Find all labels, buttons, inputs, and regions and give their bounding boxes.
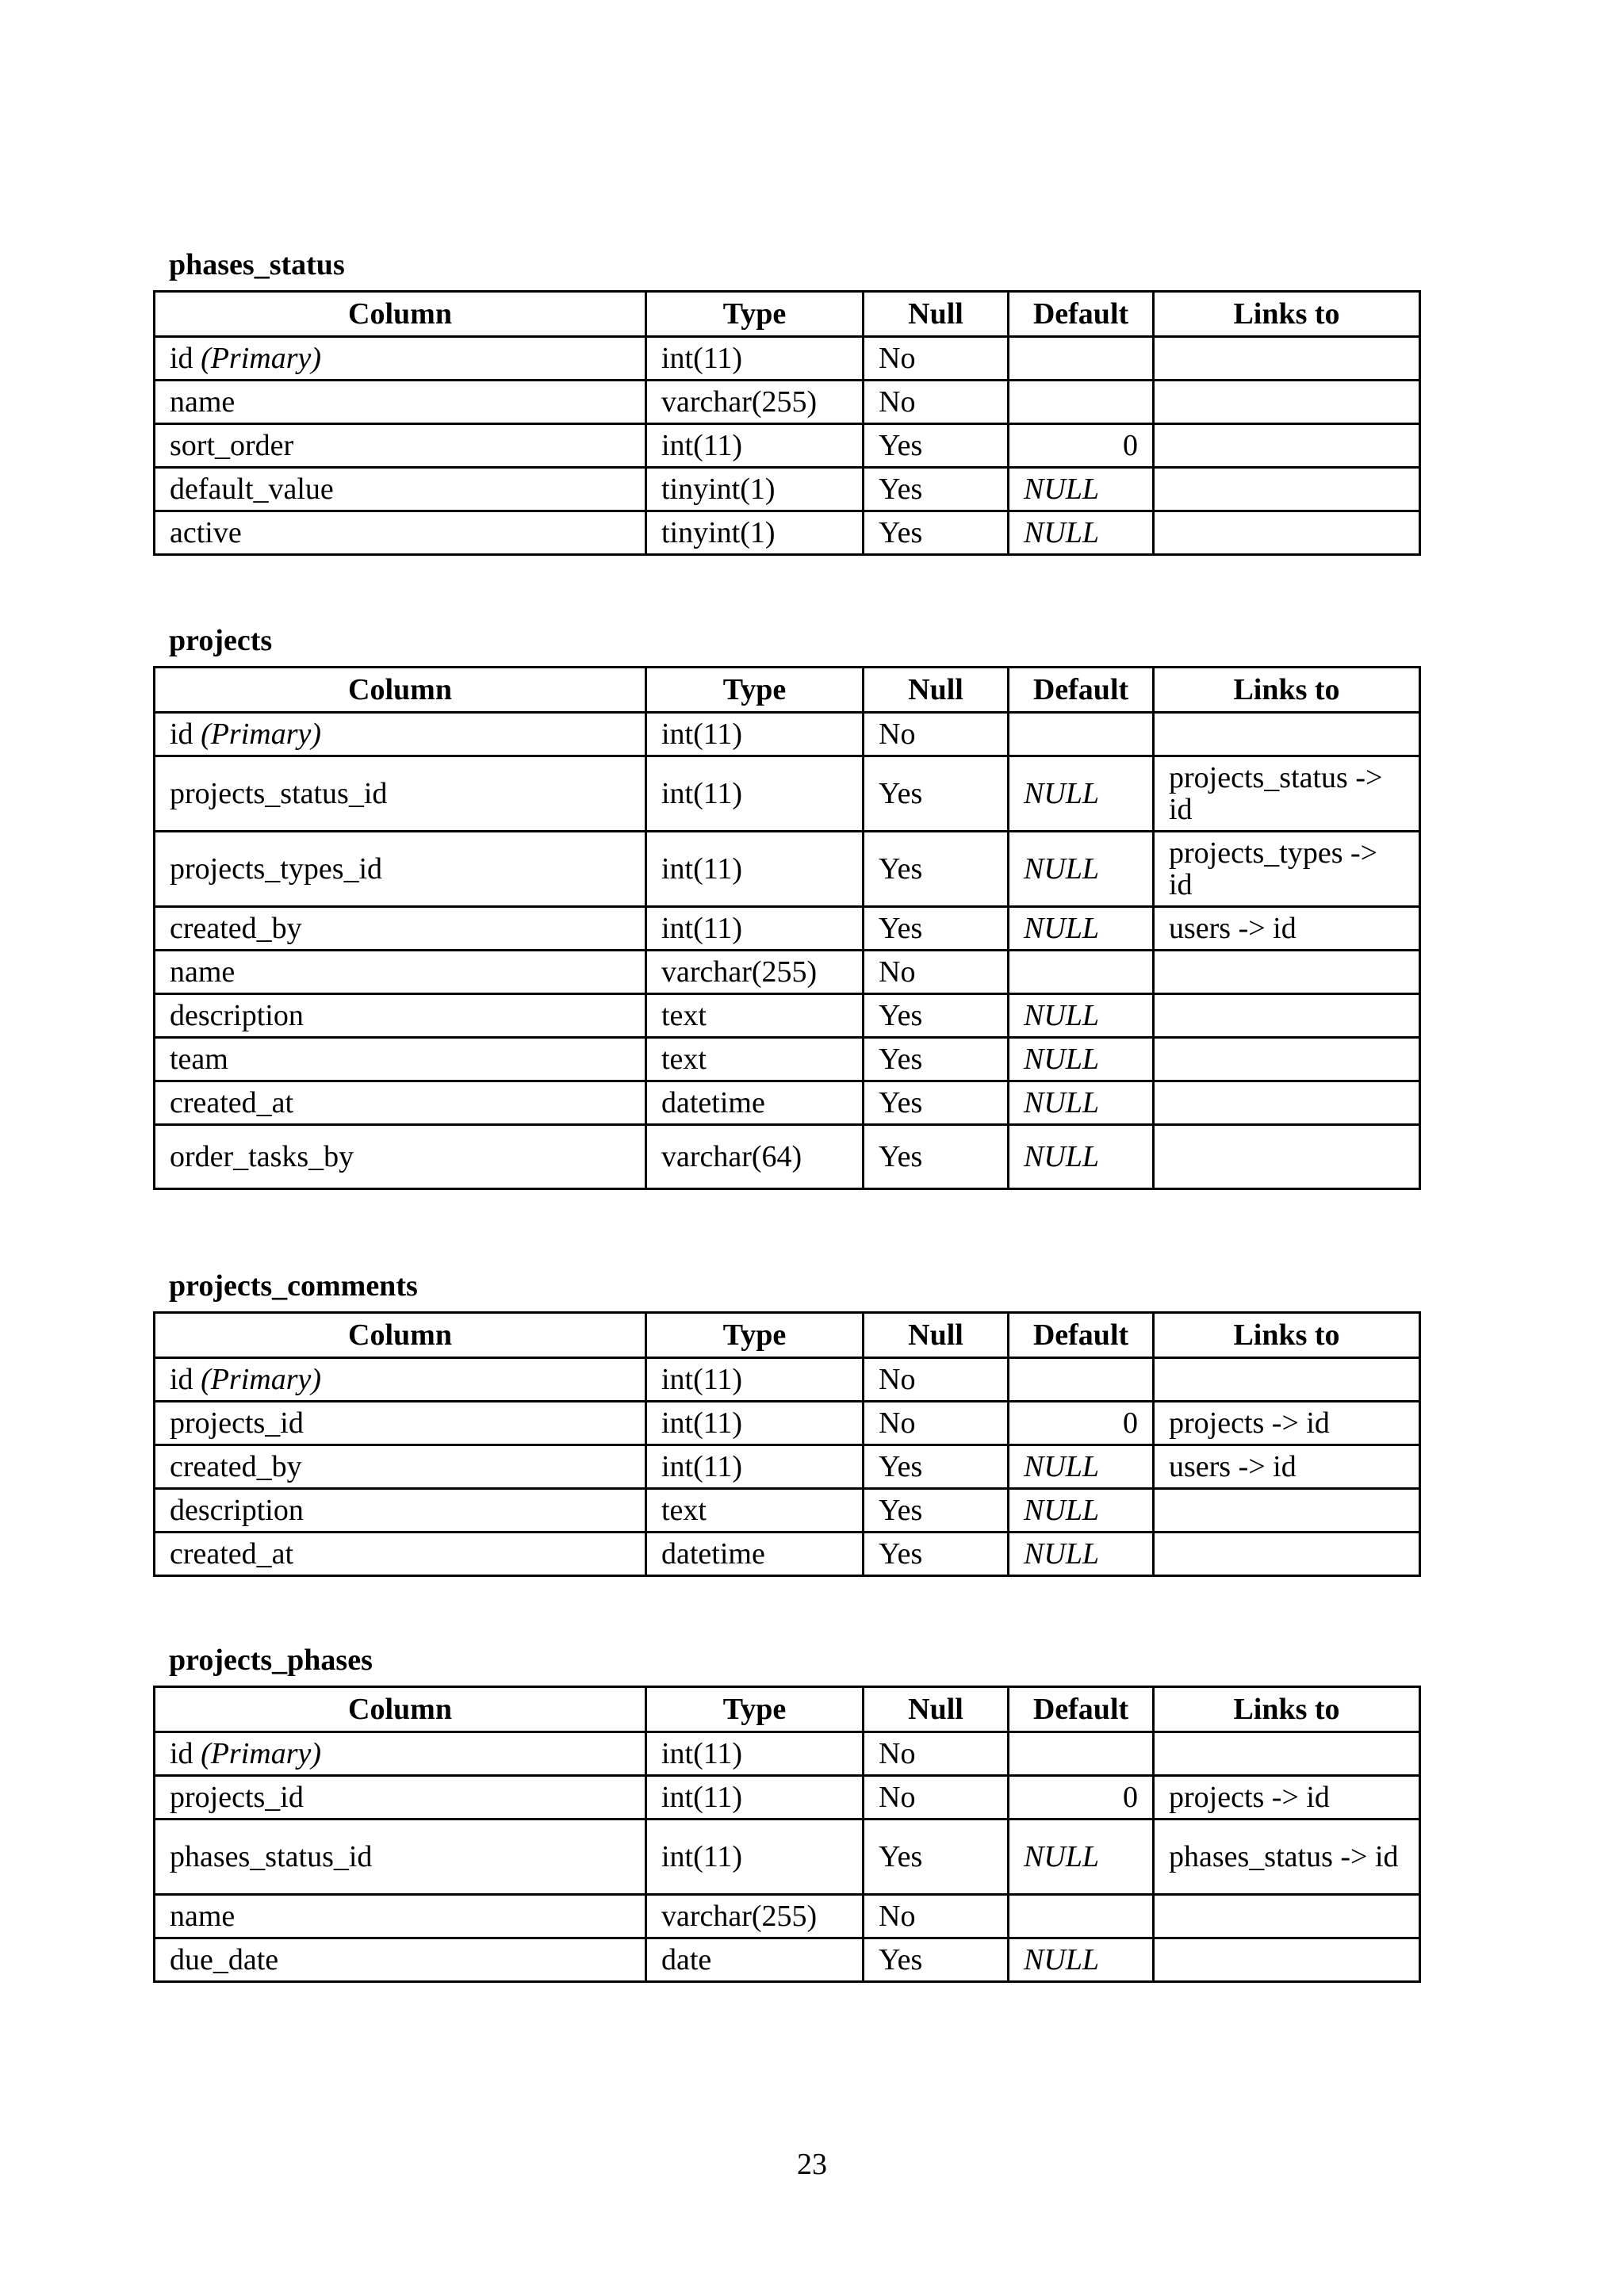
table-title: projects_phases <box>169 1644 373 1677</box>
cell-null: No <box>864 381 1009 424</box>
table-row <box>155 1358 1420 1402</box>
cell-type: text <box>646 994 864 1038</box>
table-section-phases-status <box>153 247 1419 556</box>
cell-default: NULL <box>1009 994 1154 1038</box>
cell-default: NULL <box>1009 1038 1154 1081</box>
cell-type: int(11) <box>646 907 864 951</box>
table-row <box>155 424 1420 468</box>
primary-marker: (Primary) <box>201 718 322 751</box>
table-title: projects_comments <box>169 1269 418 1303</box>
cell-default <box>1009 381 1154 424</box>
cell-column: due_date <box>155 1938 646 1982</box>
cell-default <box>1009 951 1154 994</box>
schema-table <box>153 1311 1421 1577</box>
cell-type: int(11) <box>646 1776 864 1820</box>
cell-default: NULL <box>1009 511 1154 555</box>
table-title: phases_status <box>169 248 345 281</box>
cell-null: No <box>864 1732 1009 1776</box>
header-column: Column <box>155 1313 646 1358</box>
cell-null: Yes <box>864 1820 1009 1895</box>
cell-null: No <box>864 1776 1009 1820</box>
cell-type: int(11) <box>646 424 864 468</box>
cell-links <box>1154 1358 1420 1402</box>
table-row <box>155 1038 1420 1081</box>
header-null: Null <box>864 1313 1009 1358</box>
cell-null: Yes <box>864 756 1009 832</box>
cell-default <box>1009 1732 1154 1776</box>
cell-links: projects_types -> id <box>1154 832 1420 907</box>
header-column: Column <box>155 292 646 337</box>
cell-column: phases_status_id <box>155 1820 646 1895</box>
cell-links <box>1154 1081 1420 1125</box>
cell-links: projects -> id <box>1154 1776 1420 1820</box>
schema-table <box>153 1686 1421 1983</box>
header-null: Null <box>864 1687 1009 1732</box>
table-row <box>155 1895 1420 1938</box>
cell-links <box>1154 1489 1420 1533</box>
cell-links <box>1154 951 1420 994</box>
cell-null: Yes <box>864 994 1009 1038</box>
cell-null: No <box>864 1358 1009 1402</box>
cell-column: id (Primary) <box>155 1732 646 1776</box>
header-default: Default <box>1009 1313 1154 1358</box>
table-row <box>155 1402 1420 1445</box>
table-title: projects <box>169 624 273 657</box>
primary-marker: (Primary) <box>201 342 322 375</box>
cell-default: NULL <box>1009 1820 1154 1895</box>
cell-links <box>1154 468 1420 511</box>
cell-default <box>1009 337 1154 381</box>
cell-type: text <box>646 1038 864 1081</box>
cell-default: 0 <box>1009 424 1154 468</box>
table-row <box>155 381 1420 424</box>
cell-column: name <box>155 1895 646 1938</box>
cell-links <box>1154 1732 1420 1776</box>
header-links: Links to <box>1154 668 1420 713</box>
header-default: Default <box>1009 668 1154 713</box>
header-default: Default <box>1009 1687 1154 1732</box>
table-row <box>155 713 1420 756</box>
cell-links <box>1154 1125 1420 1189</box>
cell-links: projects_status -> id <box>1154 756 1420 832</box>
cell-links: users -> id <box>1154 907 1420 951</box>
primary-marker: (Primary) <box>201 1363 322 1396</box>
cell-default: 0 <box>1009 1402 1154 1445</box>
cell-type: varchar(255) <box>646 1895 864 1938</box>
table-row <box>155 994 1420 1038</box>
cell-column: id (Primary) <box>155 713 646 756</box>
cell-default: NULL <box>1009 907 1154 951</box>
cell-null: Yes <box>864 1445 1009 1489</box>
cell-links <box>1154 994 1420 1038</box>
header-default: Default <box>1009 292 1154 337</box>
cell-links <box>1154 1038 1420 1081</box>
header-links: Links to <box>1154 292 1420 337</box>
cell-column: created_by <box>155 907 646 951</box>
cell-column: created_at <box>155 1533 646 1576</box>
cell-null: No <box>864 713 1009 756</box>
header-links: Links to <box>1154 1687 1420 1732</box>
cell-null: Yes <box>864 424 1009 468</box>
header-row <box>155 292 1420 337</box>
cell-type: int(11) <box>646 337 864 381</box>
cell-null: Yes <box>864 511 1009 555</box>
table-row <box>155 1732 1420 1776</box>
cell-default: NULL <box>1009 1489 1154 1533</box>
table-row <box>155 1445 1420 1489</box>
cell-null: Yes <box>864 1489 1009 1533</box>
cell-links <box>1154 1938 1420 1982</box>
cell-null: Yes <box>864 907 1009 951</box>
header-row <box>155 668 1420 713</box>
cell-type: text <box>646 1489 864 1533</box>
cell-default <box>1009 1358 1154 1402</box>
table-row <box>155 1820 1420 1895</box>
header-row <box>155 1313 1420 1358</box>
table-row <box>155 1489 1420 1533</box>
cell-column: sort_order <box>155 424 646 468</box>
header-column: Column <box>155 668 646 713</box>
cell-type: int(11) <box>646 1732 864 1776</box>
header-type: Type <box>646 1687 864 1732</box>
header-column: Column <box>155 1687 646 1732</box>
cell-default <box>1009 713 1154 756</box>
table-row <box>155 832 1420 907</box>
table-section-projects-comments <box>153 1269 1419 1577</box>
cell-column: projects_status_id <box>155 756 646 832</box>
header-null: Null <box>864 292 1009 337</box>
cell-type: int(11) <box>646 1820 864 1895</box>
cell-column: projects_id <box>155 1402 646 1445</box>
cell-column: description <box>155 994 646 1038</box>
header-links: Links to <box>1154 1313 1420 1358</box>
cell-null: No <box>864 1895 1009 1938</box>
table-section-projects <box>153 623 1419 1190</box>
cell-links <box>1154 337 1420 381</box>
header-type: Type <box>646 668 864 713</box>
cell-links: projects -> id <box>1154 1402 1420 1445</box>
table-row <box>155 1938 1420 1982</box>
cell-column: created_at <box>155 1081 646 1125</box>
cell-column: created_by <box>155 1445 646 1489</box>
cell-links: phases_status -> id <box>1154 1820 1420 1895</box>
cell-links <box>1154 424 1420 468</box>
cell-default: NULL <box>1009 1938 1154 1982</box>
cell-default: NULL <box>1009 832 1154 907</box>
cell-type: varchar(255) <box>646 381 864 424</box>
cell-default: NULL <box>1009 1125 1154 1189</box>
table-row <box>155 1125 1420 1189</box>
cell-type: datetime <box>646 1081 864 1125</box>
cell-default: NULL <box>1009 468 1154 511</box>
cell-column: projects_id <box>155 1776 646 1820</box>
page-number: 23 <box>797 2148 827 2181</box>
cell-null: Yes <box>864 1038 1009 1081</box>
cell-links <box>1154 1533 1420 1576</box>
cell-column: projects_types_id <box>155 832 646 907</box>
table-section-projects-phases <box>153 1643 1419 1983</box>
cell-null: Yes <box>864 1938 1009 1982</box>
cell-null: No <box>864 951 1009 994</box>
cell-column: id (Primary) <box>155 1358 646 1402</box>
cell-links: users -> id <box>1154 1445 1420 1489</box>
cell-type: varchar(64) <box>646 1125 864 1189</box>
table-row <box>155 1776 1420 1820</box>
table-row <box>155 1081 1420 1125</box>
cell-null: Yes <box>864 1081 1009 1125</box>
cell-type: tinyint(1) <box>646 468 864 511</box>
cell-type: int(11) <box>646 1358 864 1402</box>
cell-column: id (Primary) <box>155 337 646 381</box>
cell-column: name <box>155 381 646 424</box>
cell-type: int(11) <box>646 713 864 756</box>
cell-type: datetime <box>646 1533 864 1576</box>
cell-default: NULL <box>1009 756 1154 832</box>
cell-type: varchar(255) <box>646 951 864 994</box>
cell-type: int(11) <box>646 1445 864 1489</box>
cell-links <box>1154 1895 1420 1938</box>
primary-marker: (Primary) <box>201 1737 322 1770</box>
header-row <box>155 1687 1420 1732</box>
cell-type: int(11) <box>646 832 864 907</box>
cell-links <box>1154 381 1420 424</box>
cell-null: Yes <box>864 1533 1009 1576</box>
cell-column: default_value <box>155 468 646 511</box>
cell-null: No <box>864 1402 1009 1445</box>
table-row <box>155 337 1420 381</box>
table-row <box>155 1533 1420 1576</box>
cell-type: tinyint(1) <box>646 511 864 555</box>
cell-links <box>1154 713 1420 756</box>
cell-type: int(11) <box>646 1402 864 1445</box>
cell-null: No <box>864 337 1009 381</box>
cell-null: Yes <box>864 468 1009 511</box>
header-type: Type <box>646 292 864 337</box>
cell-null: Yes <box>864 1125 1009 1189</box>
cell-default: NULL <box>1009 1081 1154 1125</box>
cell-column: active <box>155 511 646 555</box>
cell-column: name <box>155 951 646 994</box>
cell-type: int(11) <box>646 756 864 832</box>
cell-default: 0 <box>1009 1776 1154 1820</box>
cell-type: date <box>646 1938 864 1982</box>
header-null: Null <box>864 668 1009 713</box>
table-row <box>155 756 1420 832</box>
schema-table <box>153 290 1421 556</box>
table-row <box>155 468 1420 511</box>
table-row <box>155 511 1420 555</box>
table-row <box>155 907 1420 951</box>
cell-default <box>1009 1895 1154 1938</box>
table-row <box>155 951 1420 994</box>
cell-null: Yes <box>864 832 1009 907</box>
cell-default: NULL <box>1009 1533 1154 1576</box>
schema-table <box>153 666 1421 1190</box>
cell-column: order_tasks_by <box>155 1125 646 1189</box>
header-type: Type <box>646 1313 864 1358</box>
cell-column: description <box>155 1489 646 1533</box>
cell-column: team <box>155 1038 646 1081</box>
cell-default: NULL <box>1009 1445 1154 1489</box>
cell-links <box>1154 511 1420 555</box>
